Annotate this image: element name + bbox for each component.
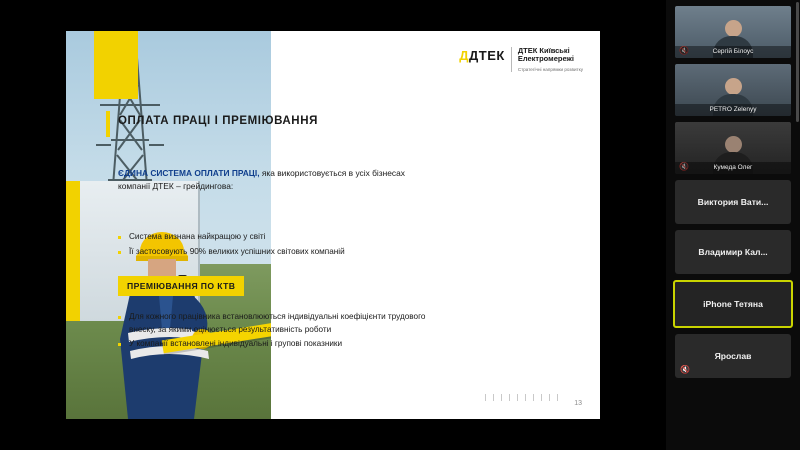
slide-page-number: 13 xyxy=(574,400,582,407)
progress-dot xyxy=(493,394,494,401)
avatar xyxy=(725,78,742,95)
list-item: Її застосовують 90% великих успішних світових компаній xyxy=(118,246,438,259)
slide-bullet-list-bottom xyxy=(118,311,448,353)
avatar xyxy=(725,136,742,153)
participant-video-tile[interactable] xyxy=(675,64,791,116)
progress-dot xyxy=(541,394,542,401)
list-item: У компанії встановлені індивідуальні і групові показники xyxy=(118,338,448,351)
participant-name: Кумеда Олег xyxy=(675,162,791,174)
slide-bullet-list-top xyxy=(118,231,438,260)
slide-accent-block xyxy=(94,31,138,99)
progress-dot xyxy=(533,394,534,401)
slide-lead-strong: ЄДИНА СИСТЕМА ОПЛАТИ ПРАЦІ, xyxy=(118,168,260,178)
participant-name-tile[interactable] xyxy=(675,334,791,378)
list-item: Для кожного працівника встановлюються індивідуальні коефіцієнти трудового внеску, за якими оцінюється результативність роботи xyxy=(118,311,448,336)
participant-name: PETRO Zelenyy xyxy=(675,104,791,116)
progress-dot xyxy=(501,394,502,401)
participant-name-tile[interactable] xyxy=(675,230,791,274)
participant-name: Виктория Вати... xyxy=(697,197,769,207)
participant-name-tile[interactable] xyxy=(675,180,791,224)
slide-progress-dots xyxy=(485,394,558,401)
dtek-logo-text: ДТЕК xyxy=(469,48,505,63)
progress-dot xyxy=(549,394,550,401)
mic-muted-icon: 🔇 xyxy=(679,46,689,55)
participant-name: Сергій Білоус xyxy=(675,46,791,58)
slide-lead-paragraph xyxy=(118,167,438,193)
progress-dot xyxy=(525,394,526,401)
mic-muted-icon: 🔇 xyxy=(680,365,690,374)
logo-company-sub: Стратегічні напрямки розвитку xyxy=(517,66,583,72)
participant-name: iPhone Тетяна xyxy=(703,299,763,309)
title-accent-bar xyxy=(106,111,110,137)
dtek-logo-mark xyxy=(459,47,505,62)
participant-name: Владимир Кал... xyxy=(698,247,768,257)
participant-rail-scrollbar[interactable] xyxy=(796,2,799,122)
participant-video-tile[interactable] xyxy=(675,6,791,58)
slide-title: ОПЛАТА ПРАЦІ І ПРЕМІЮВАННЯ xyxy=(118,115,318,127)
photo-building-stripe xyxy=(66,181,80,321)
participant-name: Ярослав xyxy=(714,351,752,361)
participant-video-tile[interactable] xyxy=(675,122,791,174)
progress-dot xyxy=(517,394,518,401)
progress-dot xyxy=(485,394,486,401)
logo-company-line1: ДТЕК Київські xyxy=(517,46,570,55)
logo-company-block xyxy=(518,47,583,72)
participant-name-tile-active[interactable] xyxy=(673,280,793,328)
participant-rail[interactable] xyxy=(666,0,800,450)
dtek-logo-bolt: Д xyxy=(459,48,469,63)
progress-dot xyxy=(557,394,558,401)
presentation-slide xyxy=(66,31,600,419)
slide-subheading: ПРЕМІЮВАННЯ ПО КТВ xyxy=(118,276,244,296)
list-item: Система визнана найкращою у світі xyxy=(118,231,438,244)
dtek-logo xyxy=(459,47,583,72)
mic-muted-icon: 🔇 xyxy=(679,162,689,171)
progress-dot xyxy=(509,394,510,401)
avatar xyxy=(725,20,742,37)
slide-lead-rest: яка використовується в усіх бізнесах компанії ДТЕК – грейдингова: xyxy=(118,168,405,192)
logo-divider xyxy=(511,47,512,72)
logo-company-line2: Електромережі xyxy=(517,54,574,64)
